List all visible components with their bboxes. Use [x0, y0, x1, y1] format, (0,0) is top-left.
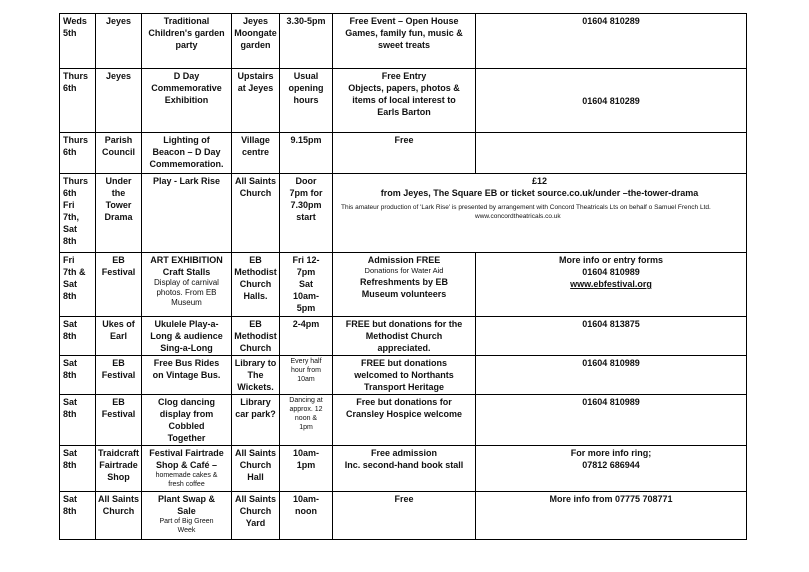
event-cell: Plant Swap & Sale Part of Big Green Week — [142, 492, 232, 540]
contact-cell: More info or entry forms 01604 810989 www.ebfestival.org — [476, 253, 747, 317]
venue-cell: Upstairs at Jeyes — [232, 69, 280, 133]
date-cell: Sat 8th — [60, 492, 96, 540]
details-cell: Free — [333, 492, 476, 540]
contact-cell — [476, 133, 747, 174]
events-table — [59, 13, 747, 540]
date-cell: Thurs 6th — [60, 69, 96, 133]
organiser-cell: Jeyes — [96, 69, 142, 133]
time-cell: Dancing at approx. 12 noon & 1pm — [280, 395, 333, 446]
organiser-cell: EB Festival — [96, 395, 142, 446]
venue-cell: EB Methodist Church Halls. — [232, 253, 280, 317]
table-row — [60, 253, 747, 317]
date-cell: Sat 8th — [60, 395, 96, 446]
table-row — [60, 69, 747, 133]
organiser-cell: All Saints Church — [96, 492, 142, 540]
contact-cell: 01604 813875 — [476, 317, 747, 356]
details-cell: Admission FREE Donations for Water Aid Refreshments by EB Museum volunteers — [333, 253, 476, 317]
details-cell: Free — [333, 133, 476, 174]
event-cell: Festival Fairtrade Shop & Café – homemade cakes & fresh coffee — [142, 446, 232, 492]
organiser-cell: Under the Tower Drama — [96, 174, 142, 253]
venue-cell: EB Methodist Church — [232, 317, 280, 356]
date-cell: Fri 7th & Sat 8th — [60, 253, 96, 317]
table-row — [60, 395, 747, 446]
details-cell: Free but donations for Cransley Hospice welcome — [333, 395, 476, 446]
time-cell: Door 7pm for 7.30pm start — [280, 174, 333, 253]
organiser-cell: Parish Council — [96, 133, 142, 174]
event-cell: Ukulele Play-a- Long & audience Sing-a-Long — [142, 317, 232, 356]
time-cell: 3.30-5pm — [280, 14, 333, 69]
venue-cell: Jeyes Moongate garden — [232, 14, 280, 69]
table-row — [60, 317, 747, 356]
table-row — [60, 174, 747, 253]
table-row — [60, 133, 747, 174]
venue-cell: All Saints Church — [232, 174, 280, 253]
contact-cell: 01604 810989 — [476, 356, 747, 395]
venue-cell: Village centre — [232, 133, 280, 174]
organiser-cell: EB Festival — [96, 356, 142, 395]
details-cell: Free admission Inc. second-hand book stall — [333, 446, 476, 492]
event-cell: ART EXHIBITION Craft Stalls Display of carnival photos. From EB Museum — [142, 253, 232, 317]
ticket-info-cell: £12 from Jeyes, The Square EB or ticket source.co.uk/under –the-tower-drama This amateur production of 'Lark Rise' is presented by arrangement with Concord Theatricals Lts on behalf o Samuel French Ltd. www.concordtheatricals.co.uk — [333, 174, 747, 253]
contact-cell: 01604 810989 — [476, 395, 747, 446]
details-cell: FREE but donations welcomed to Northants Transport Heritage — [333, 356, 476, 395]
time-cell: Usual opening hours — [280, 69, 333, 133]
event-cell: Free Bus Rides on Vintage Bus. — [142, 356, 232, 395]
organiser-cell: EB Festival — [96, 253, 142, 317]
date-cell: Thurs 6th Fri 7th, Sat 8th — [60, 174, 96, 253]
date-cell: Sat 8th — [60, 446, 96, 492]
date-cell: Weds 5th — [60, 14, 96, 69]
time-cell: Fri 12- 7pm Sat 10am- 5pm — [280, 253, 333, 317]
venue-cell: Library to The Wickets. — [232, 356, 280, 395]
time-cell: 10am- noon — [280, 492, 333, 540]
details-cell: Free Event – Open House Games, family fun, music & sweet treats — [333, 14, 476, 69]
details-cell: FREE but donations for the Methodist Church appreciated. — [333, 317, 476, 356]
organiser-cell: Ukes of Earl — [96, 317, 142, 356]
table-row — [60, 446, 747, 492]
date-cell: Thurs 6th — [60, 133, 96, 174]
contact-cell: 01604 810289 — [476, 14, 747, 69]
organiser-cell: Traidcraft Fairtrade Shop — [96, 446, 142, 492]
table-row — [60, 492, 747, 540]
date-cell: Sat 8th — [60, 356, 96, 395]
festival-website-link[interactable]: www.ebfestival.org — [570, 279, 652, 289]
venue-cell: All Saints Church Hall — [232, 446, 280, 492]
event-cell: Play - Lark Rise — [142, 174, 232, 253]
time-cell: 9.15pm — [280, 133, 333, 174]
time-cell: 2-4pm — [280, 317, 333, 356]
organiser-cell: Jeyes — [96, 14, 142, 69]
venue-cell: All Saints Church Yard — [232, 492, 280, 540]
venue-cell: Library car park? — [232, 395, 280, 446]
time-cell: 10am- 1pm — [280, 446, 333, 492]
date-cell: Sat 8th — [60, 317, 96, 356]
event-cell: Clog dancing display from Cobbled Together — [142, 395, 232, 446]
event-cell: Lighting of Beacon – D Day Commemoration. — [142, 133, 232, 174]
table-row — [60, 14, 747, 69]
details-cell: Free Entry Objects, papers, photos & items of local interest to Earls Barton — [333, 69, 476, 133]
contact-cell: 01604 810289 — [476, 69, 747, 133]
event-cell: Traditional Children's garden party — [142, 14, 232, 69]
table-row — [60, 356, 747, 395]
contact-cell: More info from 07775 708771 — [476, 492, 747, 540]
contact-cell: For more info ring; 07812 686944 — [476, 446, 747, 492]
event-cell: D Day Commemorative Exhibition — [142, 69, 232, 133]
time-cell: Every half hour from 10am — [280, 356, 333, 395]
